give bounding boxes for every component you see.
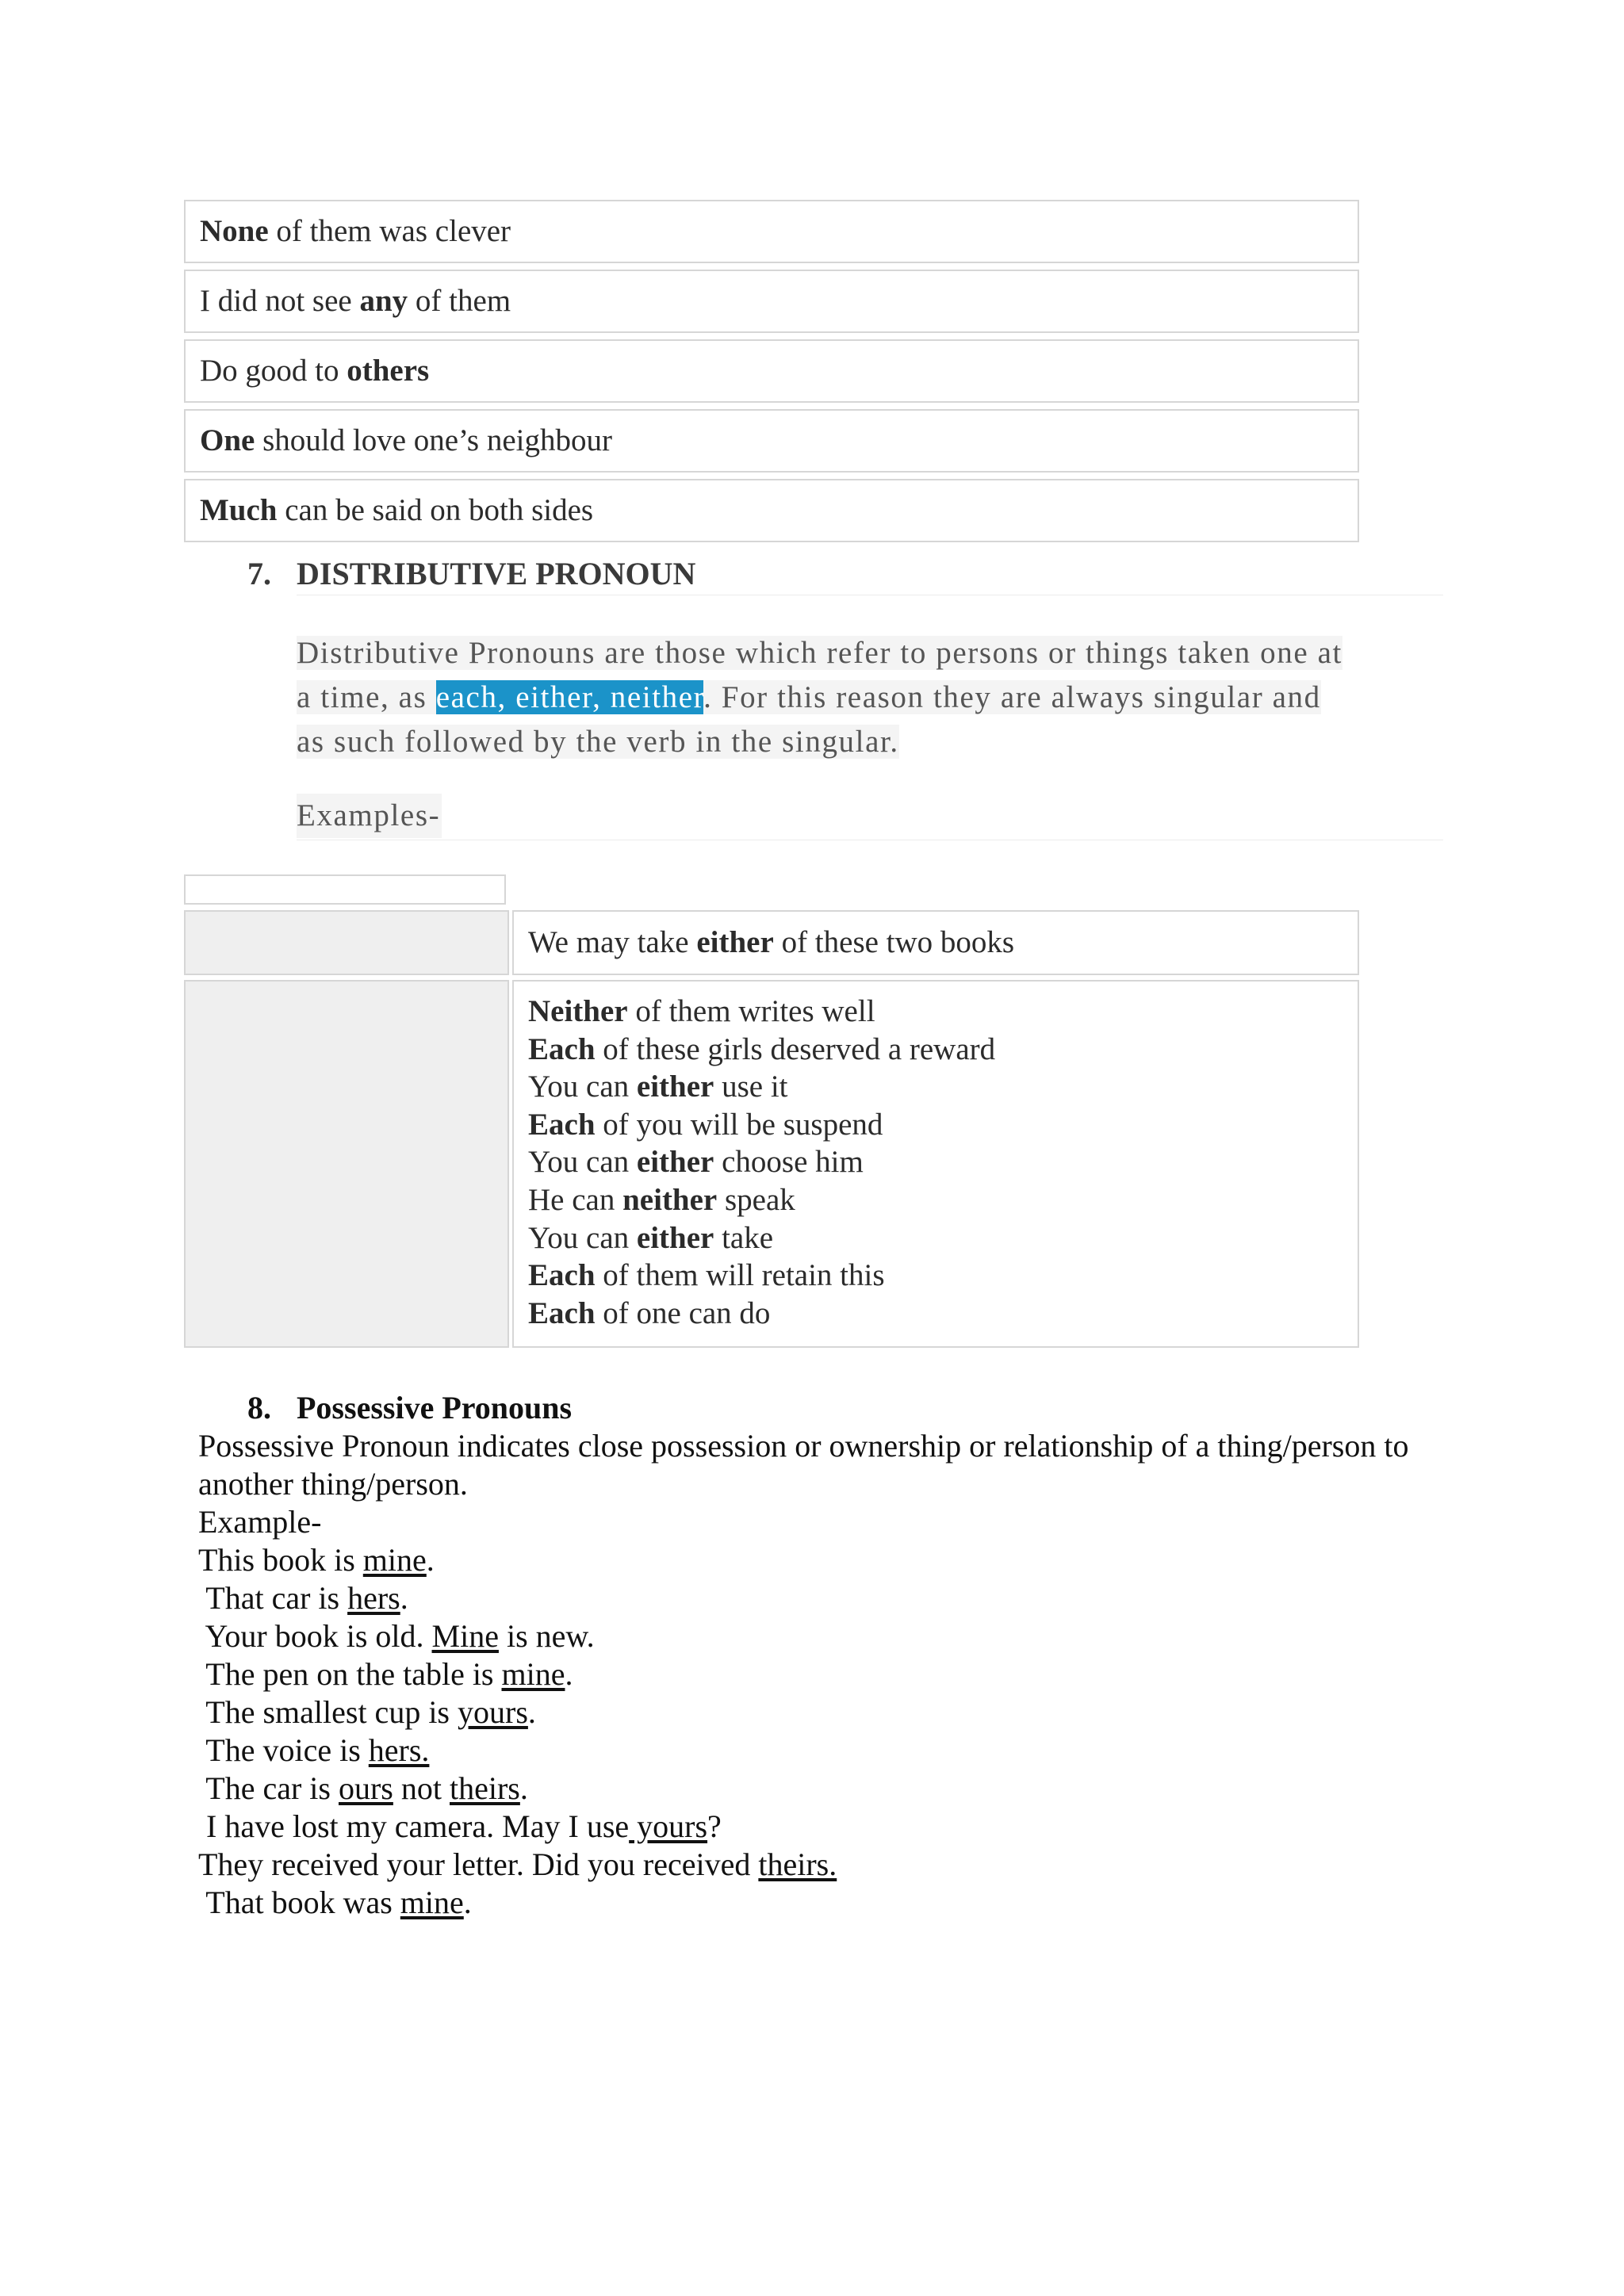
- examples-label: Examples-: [297, 794, 442, 838]
- pronoun-bold: Each: [528, 1107, 596, 1142]
- indefinite-example-row: [184, 200, 1359, 263]
- example-sentence: The smallest cup is yours.: [198, 1694, 536, 1730]
- pronoun-bold: either: [636, 1220, 714, 1255]
- underlined-pronoun: mine: [362, 1542, 427, 1578]
- table-label-cell: [184, 980, 509, 1348]
- paragraph-line: as such followed by the verb in the singular.: [297, 725, 899, 759]
- section-number: 7.: [247, 556, 271, 591]
- row-text: of them was clever: [268, 214, 511, 248]
- cell-text: speak: [717, 1182, 795, 1217]
- row-text: Do good to: [200, 354, 347, 388]
- cell-text: take: [714, 1220, 774, 1255]
- section-paragraph: [297, 631, 1443, 764]
- cell-text: You can: [528, 1070, 637, 1104]
- example-line: [528, 1257, 1358, 1295]
- pronoun-bold: Much: [200, 493, 278, 527]
- table-label-cell: [184, 910, 509, 975]
- row-text: should love one’s neighbour: [255, 423, 612, 457]
- section-number: 8.: [247, 1390, 271, 1425]
- cell-text: We may take: [528, 925, 697, 959]
- cell-text: of them writes well: [627, 994, 875, 1028]
- indefinite-example-row: [184, 339, 1359, 403]
- pronoun-bold: either: [696, 925, 774, 959]
- underlined-pronoun: theirs.: [758, 1846, 837, 1882]
- example-line: [528, 1031, 1358, 1069]
- underlined-pronoun: mine: [400, 1885, 464, 1920]
- example-sentence: Your book is old. Mine is new.: [198, 1618, 595, 1654]
- example-sentence: This book is mine.: [198, 1542, 435, 1578]
- example-line: [528, 1068, 1358, 1106]
- pronoun-bold: Each: [528, 1031, 596, 1066]
- section-paragraph: Possessive Pronoun indicates close possession or ownership or relationship of a thing/person to another thing/person.: [198, 1428, 1409, 1502]
- underlined-pronoun: ours: [338, 1770, 393, 1806]
- section-title: DISTRIBUTIVE PRONOUN: [297, 556, 696, 591]
- pronoun-bold: any: [359, 284, 408, 318]
- paragraph-line: . For this reason they are always singular and: [703, 680, 1321, 714]
- underlined-pronoun: yours: [458, 1694, 528, 1730]
- example-sentence: That book was mine.: [198, 1885, 472, 1920]
- pronoun-bold: Each: [528, 1295, 596, 1330]
- pronoun-bold: Neither: [528, 994, 628, 1028]
- example-line: [528, 993, 1358, 1031]
- example-sentence: That car is hers.: [198, 1580, 408, 1616]
- row-text: I did not see: [200, 284, 360, 318]
- example-line: [528, 1143, 1358, 1181]
- cell-text: choose him: [714, 1145, 864, 1180]
- underlined-pronoun: Mine: [431, 1618, 499, 1654]
- section-heading: [247, 555, 695, 593]
- indefinite-example-row: [184, 409, 1359, 473]
- cell-text: of these two books: [773, 925, 1015, 959]
- example-sentence: I have lost my camera. May I use yours?: [198, 1808, 722, 1844]
- cell-text: of these girls deserved a reward: [595, 1031, 996, 1066]
- underlined-pronoun: yours: [629, 1808, 708, 1844]
- underlined-pronoun: hers: [347, 1580, 400, 1616]
- example-label: Example-: [198, 1504, 322, 1540]
- example-sentence: The pen on the table is mine.: [198, 1656, 573, 1692]
- pronoun-bold: others: [347, 354, 430, 388]
- pronoun-bold: Each: [528, 1258, 596, 1293]
- section-title: Possessive Pronouns: [297, 1390, 573, 1425]
- paragraph-line: Distributive Pronouns are those which refer to persons or things taken one at: [297, 636, 1342, 670]
- cell-text: of one can do: [595, 1295, 771, 1330]
- row-text: can be said on both sides: [277, 493, 594, 527]
- example-sentence: They received your letter. Did you received theirs.: [198, 1846, 837, 1882]
- table-example-cell: [512, 980, 1359, 1348]
- underlined-pronoun: hers.: [368, 1732, 430, 1768]
- example-sentence: The voice is hers.: [198, 1732, 430, 1768]
- cell-text: You can: [528, 1220, 637, 1255]
- paragraph-line: a time, as: [297, 680, 436, 714]
- indefinite-example-row: [184, 479, 1359, 542]
- pronoun-bold: either: [636, 1070, 714, 1104]
- pronoun-bold: None: [200, 214, 269, 248]
- example-line: [528, 1181, 1358, 1219]
- section-heading: [247, 1389, 572, 1427]
- underlined-pronoun: mine: [501, 1656, 565, 1692]
- example-line: [528, 1106, 1358, 1144]
- cell-text: He can: [528, 1182, 623, 1217]
- pronoun-bold: neither: [622, 1182, 718, 1217]
- cell-text: of them will retain this: [595, 1258, 885, 1293]
- pronoun-bold: either: [636, 1145, 714, 1180]
- example-line: [528, 1219, 1358, 1257]
- cell-text: You can: [528, 1145, 637, 1180]
- indefinite-example-row: [184, 270, 1359, 333]
- example-sentence: The car is ours not theirs.: [198, 1770, 528, 1806]
- cell-text: of you will be suspend: [595, 1107, 883, 1142]
- row-text: of them: [408, 284, 511, 318]
- example-line: [528, 1295, 1358, 1333]
- pronoun-bold: One: [200, 423, 255, 457]
- selected-text-highlight[interactable]: each, either, neither: [435, 680, 704, 714]
- cell-text: use it: [714, 1070, 788, 1104]
- underlined-pronoun: theirs: [450, 1770, 520, 1806]
- table-example-cell: [512, 910, 1359, 975]
- table-header-cell: [184, 874, 506, 905]
